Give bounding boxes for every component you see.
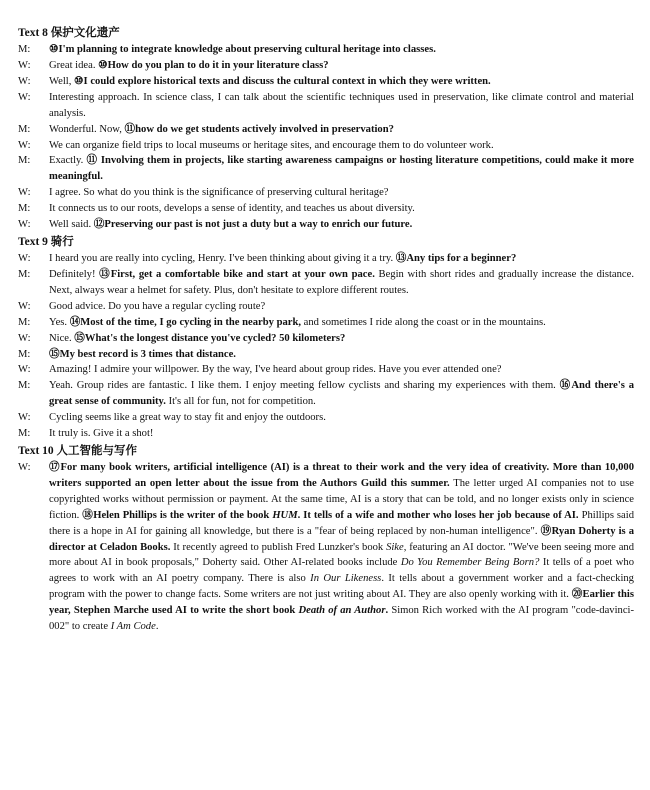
dialogue-line: M: Definitely! ⑬First, get a comfortable bike and start at your own pace. Begin with short rides and gradually increase the distance. Next, always wear a helmet for safety. Plus, don't hesitate to explore different routes.	[18, 269, 634, 296]
dialogue-line: M: ⑩I'm planning to integrate knowledge about preserving cultural heritage into classes.	[18, 44, 436, 56]
monologue-paragraph: W: ⑰For many book writers, artificial intelligence (AI) is a threat to their work and the very idea of creativity. More than 10,000 writers supported an open letter about the issue from the Authors Guild this summer. The letter urged AI companies not to use copyrighted works without permission or payment. At the same time, AI is a story that can be told, and no longer exists only in science fiction. ⑱Helen Phillips is the writer of the book HUM. It tells of a wife and mother who loses her job because of AI. Phillips said there is a hope in AI for gaining all knowledge, but there is a "fear of being replaced by non-human intelligence". ⑲Ryan Doherty is a director at Celadon Books. It recently agreed to publish Fred Lunzker's book Sike, featuring an AI doctor. "We've been seeing more and more about AI in book proposals," Doherty said. Other AI-related books include Do You Remember Being Born? It tells of a poet who agrees to work with an AI poetry company. There is also In Our Likeness. It tells about a government worker and a fact-checking program with the power to change facts. Some writers are not just writing about AI. They are also openly working with it. ⑳Earlier this year, Stephen Marche used AI to write the short book Death of an Author. Simon Rich worked with the AI program "code-davinci-002" to create I Am Code.	[18, 462, 635, 633]
dialogue-line: W: Nice. ⑮What's the longest distance you've cycled? 50 kilometers?	[18, 332, 346, 344]
dialogue-line: W: Cycling seems like a great way to stay fit and enjoy the outdoors.	[18, 412, 326, 424]
dialogue-line: M: It connects us to our roots, develops a sense of identity, and teaches us about diversity.	[18, 203, 415, 215]
dialogue-line: W: Amazing! I admire your willpower. By the way, I've heard about group rides. Have you ever attended one?	[18, 364, 502, 376]
dialogue-line: W: Well said. ⑫Preserving our past is not just a duty but a way to enrich our future.	[18, 219, 413, 231]
section-title-text9: Text 9 骑行	[18, 235, 74, 248]
dialogue-line: W: We can organize field trips to local museums or heritage sites, and encourage them to do volunteer work.	[18, 139, 494, 151]
dialogue-line: W: Interesting approach. In science class, I can talk about the scientific techniques used in preservation, like climate control and material analysis.	[18, 91, 634, 119]
dialogue-line: M: It truly is. Give it a shot!	[18, 427, 154, 439]
section-title-text8: Text 8 保护文化遗产	[18, 27, 120, 39]
dialogue-line: W: I heard you are really into cycling, Henry. I've been thinking about giving it a try. ⑬Any tips for a beginner?	[18, 253, 517, 265]
dialogue-line: W: Great idea. ⑩How do you plan to do it in your literature class?	[18, 60, 329, 72]
dialogue-line: M: Exactly. ⑪ Involving them in projects, like starting awareness campaigns or hosting literature competitions, could make it more meaningful.	[18, 155, 634, 183]
section-title-text10: Text 10 人工智能与写作	[18, 444, 138, 457]
dialogue-line: W: Well, ⑩I could explore historical texts and discuss the cultural context in which they were written.	[18, 76, 491, 88]
dialogue-line: M: Yes. ⑭Most of the time, I go cycling in the nearby park, and sometimes I ride along the coast or in the mountains.	[18, 316, 546, 328]
dialogue-line: W: I agree. So what do you think is the significance of preserving cultural heritage?	[18, 187, 389, 199]
dialogue-line: M: Yeah. Group rides are fantastic. I like them. I enjoy meeting fellow cyclists and sharing my experiences with them. ⑯And there's a great sense of community. It's all for fun, not for competition.	[18, 380, 634, 408]
dialogue-line: M: ⑮My best record is 3 times that distance.	[18, 348, 236, 360]
dialogue-line: W: Good advice. Do you have a regular cycling route?	[18, 300, 266, 312]
dialogue-line: M: Wonderful. Now, ⑪how do we get students actively involved in preservation?	[18, 123, 394, 135]
text8-dialogue	[18, 42, 634, 233]
